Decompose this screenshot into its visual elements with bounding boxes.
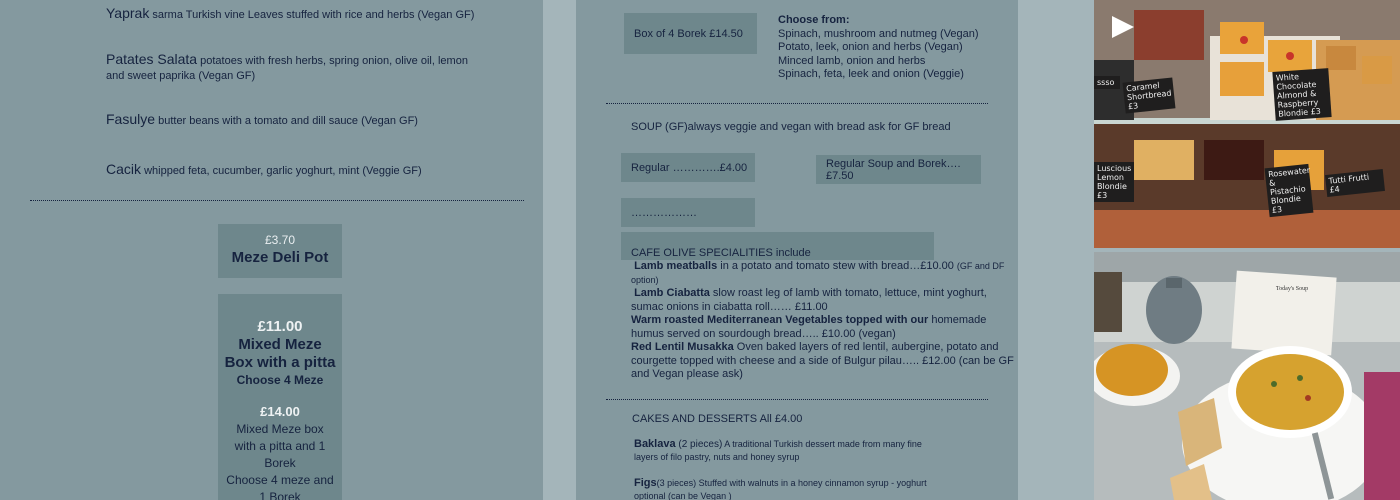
- item-name: Fasulye: [106, 111, 156, 127]
- meze-box-price-2: £14.00: [260, 404, 300, 419]
- menu-item-cacik: [106, 162, 486, 179]
- soup-regular-box: [621, 153, 755, 182]
- speciality-name: Lamb meatballs: [634, 260, 718, 272]
- borek-fillings: [778, 14, 1008, 82]
- cake-desc: Stuffed with walnuts in a honey cinnamon syrup - yoghurt optional (can be Vegan ): [634, 478, 927, 500]
- meze-deli-pot-box: [218, 224, 342, 278]
- label-white-chocolate-blondie: White Chocolate Almond & Raspberry Blondie £3: [1272, 68, 1331, 121]
- soup-heading: SOUP (GF)always veggie and vegan with bread ask for GF bread: [631, 121, 951, 133]
- filling-item: Minced lamb, onion and herbs: [778, 54, 926, 67]
- speciality-note: (GF and DF option): [631, 261, 1005, 285]
- dots-label: ………………: [631, 206, 697, 219]
- deli-pot-price: £3.70: [264, 233, 296, 247]
- label-rosewater-blondie: Rosewater & Pistachio Blondie £3: [1265, 164, 1314, 217]
- meze-box-desc-3: Borek: [264, 456, 296, 470]
- soup-table-photo[interactable]: [1094, 252, 1400, 500]
- item-desc: potatoes with fresh herbs, spring onion, olive oil, lemon and sweet paprika (Vegan GF): [106, 55, 468, 82]
- speciality-desc: homemade humus served on sourdough bread….. £10.00 (vegan): [631, 314, 987, 340]
- photo-column: [1094, 0, 1400, 500]
- speciality-item: [631, 341, 1016, 382]
- speciality-name: Lamb Ciabatta: [634, 287, 710, 299]
- borek-box: [624, 13, 757, 54]
- speciality-item: [631, 314, 1016, 341]
- cakes-heading: CAKES AND DESSERTS All £4.00: [632, 413, 803, 425]
- meze-box-title-2: Box with a pitta: [224, 354, 336, 371]
- meze-box-desc-4: Choose 4 meze and: [226, 473, 334, 487]
- speciality-name: Warm roasted Mediterranean Vegetables topped with our: [631, 314, 929, 326]
- label-lemon-blondie: Luscious Lemon Blondie £3: [1094, 162, 1134, 202]
- speciality-name: Red Lentil Musakka: [631, 341, 734, 353]
- deli-pot-title: Meze Deli Pot: [231, 249, 329, 266]
- menu-item-patates-salata: [106, 52, 486, 84]
- cake-name: Baklava: [634, 438, 676, 450]
- meze-box-desc-2: with a pitta and 1: [234, 439, 326, 453]
- cake-qty: (2 pieces): [675, 439, 723, 450]
- cake-name: Figs: [634, 477, 657, 489]
- meze-box-desc-1: Mixed Meze box: [236, 422, 324, 436]
- label-tutti-frutti: Tutti Frutti £4: [1325, 169, 1385, 197]
- cake-desc: A traditional Turkish dessert made from many fine layers of filo pastry, nuts and honey syrup: [634, 439, 922, 462]
- borek-box-label: Box of 4 Borek £14.50: [634, 27, 743, 40]
- meze-box-title-1: Mixed Meze: [238, 336, 322, 353]
- menu-item-fasulye: [106, 112, 486, 129]
- item-name: Cacik: [106, 161, 142, 177]
- specialities-list: [631, 260, 1016, 382]
- speciality-desc: Oven baked layers of red lentil, aubergine, potato and courgette topped with cheese and a side of Bulgur pilau….. £12.00 (can be GF and Vegan please ask): [631, 341, 1014, 380]
- label-caramel-shortbread: Caramel Shortbread £3: [1123, 77, 1176, 113]
- meze-box-choose: Choose 4 Meze: [236, 373, 324, 387]
- cake-display-photo[interactable]: [1094, 0, 1400, 248]
- specialities-heading-box: [621, 232, 934, 260]
- left-menu-panel: [0, 0, 543, 500]
- section-divider: [606, 399, 988, 400]
- middle-menu-wrapper: [547, 0, 1090, 500]
- cake-qty: (3 pieces): [656, 478, 697, 488]
- meze-box-desc-5: 1 Borek: [259, 490, 301, 500]
- soup-regular-label: Regular ………….£4.00: [631, 161, 748, 174]
- item-desc: sarma Turkish vine Leaves stuffed with rice and herbs (Vegan GF): [152, 9, 475, 21]
- section-divider: [606, 103, 988, 104]
- dots-box: [621, 198, 755, 227]
- filling-item: Spinach, feta, leek and onion (Veggie): [778, 68, 964, 80]
- soup-borek-box: [816, 155, 981, 184]
- speciality-item: [631, 287, 1016, 314]
- speciality-item: [631, 260, 1016, 287]
- mixed-meze-box: [218, 294, 342, 500]
- cake-item-baklava: [634, 438, 934, 464]
- meze-box-price-1: £11.00: [257, 318, 303, 335]
- play-icon[interactable]: [1112, 16, 1134, 38]
- section-divider: [30, 200, 524, 201]
- label-partial: ssso: [1094, 76, 1120, 89]
- soup-table-image: [1094, 252, 1400, 500]
- filling-item: Spinach, mushroom and nutmeg (Vegan): [778, 27, 979, 40]
- cake-display-image: [1094, 0, 1400, 248]
- menu-item-yaprak: [106, 6, 486, 23]
- speciality-desc: in a potato and tomato stew with bread…£10.00: [717, 260, 957, 272]
- item-name: Patates Salata: [106, 51, 198, 67]
- menu-card-title: Today's Soup: [1275, 286, 1309, 292]
- speciality-desc: slow roast leg of lamb with tomato, lettuce, mint yoghurt, sumac onions in ciabatta roll…… £11.00: [631, 287, 987, 313]
- item-name: Yaprak: [106, 5, 150, 21]
- filling-item: Potato, leek, onion and herbs (Vegan): [778, 41, 963, 53]
- middle-menu-panel: [576, 0, 1018, 500]
- item-desc: whipped feta, cucumber, garlic yoghurt, mint (Veggie GF): [144, 165, 422, 177]
- choose-from-label: Choose from:: [778, 14, 850, 26]
- soup-borek-label: Regular Soup and Borek….£7.50: [826, 157, 961, 182]
- item-desc: butter beans with a tomato and dill sauce (Vegan GF): [158, 115, 418, 127]
- specialities-heading: CAFE OLIVE SPECIALITIES include: [631, 247, 811, 259]
- cake-item-figs: [634, 477, 934, 500]
